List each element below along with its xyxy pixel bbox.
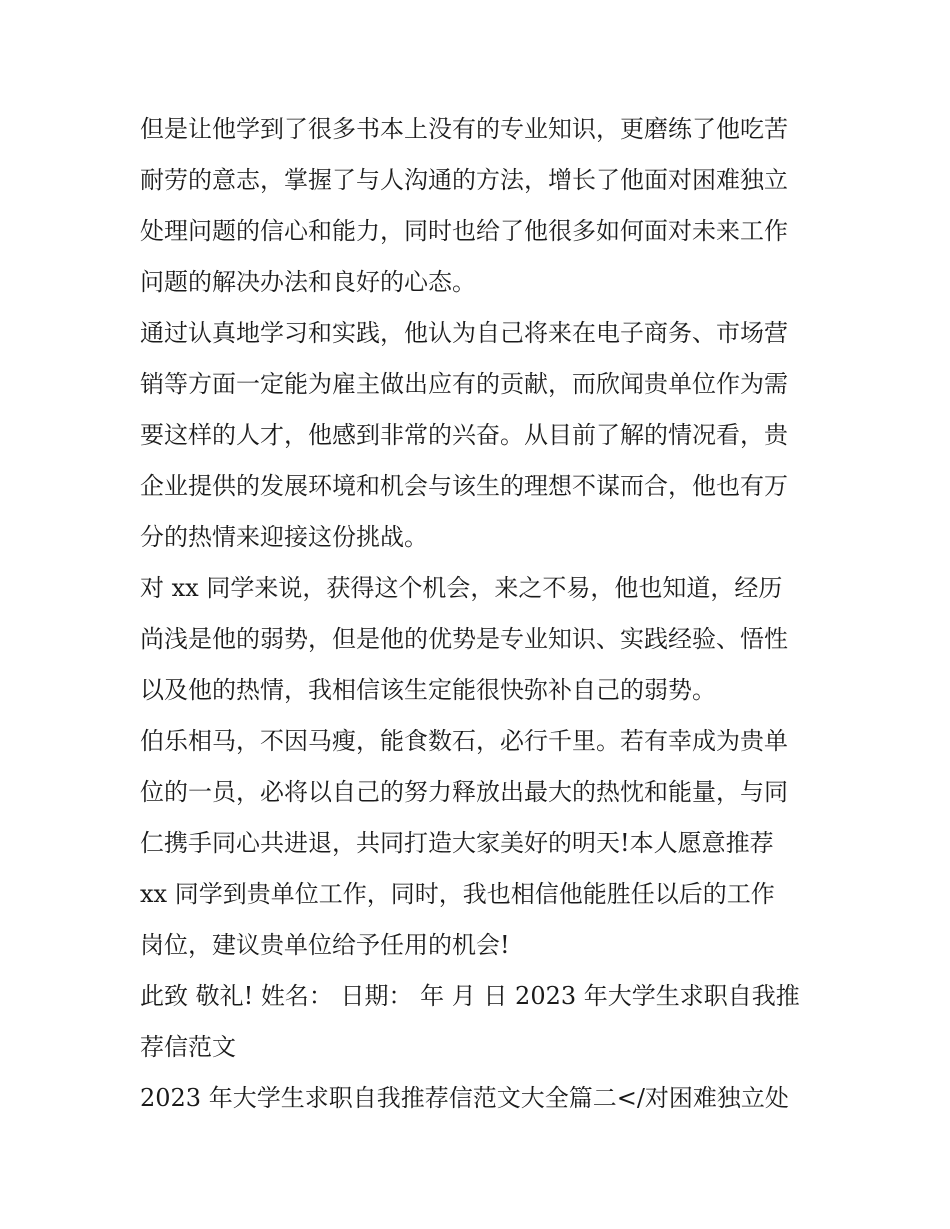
closing-paragraph [140,971,816,1073]
text-line: 通过认真地学习和实践，他认为自己将来在电子商务、市场营 [140,319,788,347]
text-line: 以及他的热情，我相信该生定能很快弥补自己的弱势。 [140,676,716,704]
paragraph [140,563,816,716]
paragraph [140,308,816,563]
text-line: 分的热情来迎接这份挑战。 [140,523,428,551]
text-line: 对 xx 同学来说，获得这个机会，来之不易，他也知道，经历 [140,574,783,602]
text-line: 位的一员，必将以自己的努力释放出最大的热忱和能量，与同 [140,778,788,806]
text-line: 尚浅是他的弱势，但是他的优势是专业知识、实践经验、悟性 [140,625,788,653]
document-body [140,104,816,1124]
text-line: 2023 年大学生求职自我推荐信范文大全篇二</对困难独立处 [140,1084,789,1112]
text-line: 此致 敬礼! 姓名： 日期： 年 月 日 2023 年大学生求职自我推 [140,982,800,1010]
text-line: 问题的解决办法和良好的心态。 [140,268,476,296]
text-line: 耐劳的意志，掌握了与人沟通的方法，增长了他面对困难独立 [140,166,788,194]
text-line: 企业提供的发展环境和机会与该生的理想不谋而合，他也有万 [140,472,788,500]
text-line: 荐信范文 [140,1033,236,1061]
text-line: 岗位，建议贵单位给予任用的机会! [140,931,510,959]
next-section-title [140,1073,816,1124]
text-line: xx 同学到贵单位工作，同时，我也相信他能胜任以后的工作 [140,880,775,908]
text-line: 处理问题的信心和能力，同时也给了他很多如何面对未来工作 [140,217,788,245]
paragraph [140,104,816,308]
text-line: 要这样的人才，他感到非常的兴奋。从目前了解的情况看，贵 [140,421,788,449]
text-line: 仁携手同心共进退，共同打造大家美好的明天!本人愿意推荐 [140,829,774,857]
paragraph [140,716,816,971]
text-line: 但是让他学到了很多书本上没有的专业知识，更磨练了他吃苦 [140,115,788,143]
text-line: 伯乐相马，不因马瘦，能食数石，必行千里。若有幸成为贵单 [140,727,788,755]
text-line: 销等方面一定能为雇主做出应有的贡献，而欣闻贵单位作为需 [140,370,788,398]
